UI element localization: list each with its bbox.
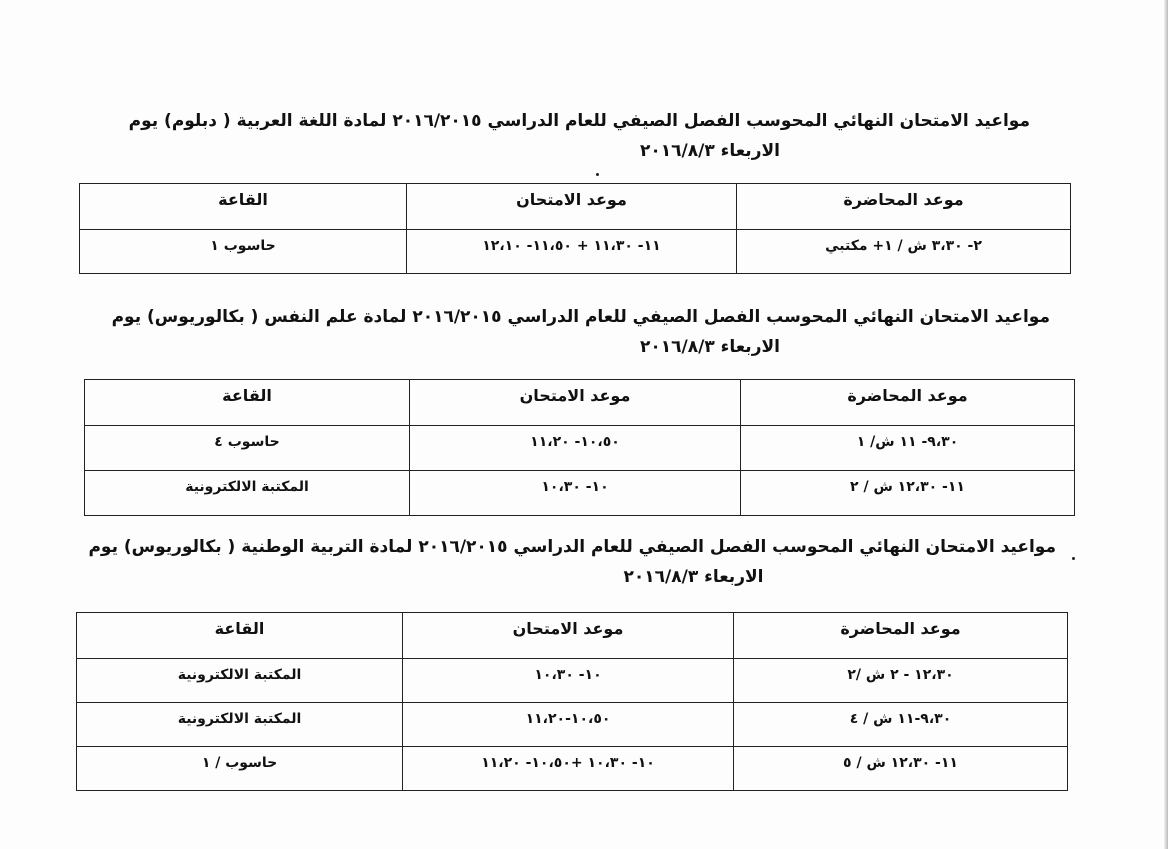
table-row — [85, 426, 1075, 471]
scan-speck — [596, 173, 599, 176]
table-row — [77, 659, 1068, 703]
lecture-time-cell: ٩،٣٠-١١ ش / ٤ — [734, 703, 1068, 747]
table-row — [77, 703, 1068, 747]
room-cell: المكتبة الالكترونية — [85, 471, 410, 516]
section-2-title — [110, 302, 1050, 362]
section-2-title-line1: مواعيد الامتحان النهائي المحوسب الفصل الصيفي للعام الدراسي ٢٠١٦/٢٠١٥ لمادة علم النفس ( بكالوريوس) يوم — [111, 307, 1050, 327]
lecture-time-cell: ٢- ٣،٣٠ ش / ١+ مكتبي — [737, 230, 1071, 274]
header-room: القاعة — [85, 380, 410, 426]
header-room: القاعة — [80, 184, 407, 230]
scan-edge-shadow — [1164, 0, 1168, 849]
header-lecture-time: موعد المحاضرة — [741, 380, 1075, 426]
table-row — [85, 471, 1075, 516]
lecture-time-cell: ١١- ١٢،٣٠ ش / ٢ — [741, 471, 1075, 516]
section-2-table — [84, 379, 1075, 516]
lecture-time-cell: ١٢،٣٠ - ٢ ش /٢ — [734, 659, 1068, 703]
header-lecture-time: موعد المحاضرة — [734, 613, 1068, 659]
lecture-time-cell: ٩،٣٠- ١١ ش/ ١ — [741, 426, 1075, 471]
section-1-table — [79, 183, 1071, 274]
header-exam-time: موعد الامتحان — [407, 184, 737, 230]
section-3-table — [76, 612, 1068, 791]
table-row — [80, 230, 1071, 274]
exam-time-cell: ١٠،٥٠-١١،٢٠ — [403, 703, 734, 747]
section-1-title-line1: مواعيد الامتحان النهائي المحوسب الفصل الصيفي للعام الدراسي ٢٠١٦/٢٠١٥ لمادة اللغة العربية ( دبلوم) يوم — [128, 111, 1030, 131]
room-cell: حاسوب ١ — [80, 230, 407, 274]
section-3-title-line1: مواعيد الامتحان النهائي المحوسب الفصل الصيفي للعام الدراسي ٢٠١٦/٢٠١٥ لمادة التربية الوطنية ( بكالوريوس) يوم — [88, 537, 1056, 557]
section-2-title-line2: الاربعاء ٢٠١٦/٨/٣ — [640, 337, 780, 357]
room-cell: حاسوب / ١ — [77, 747, 403, 791]
header-exam-time: موعد الامتحان — [403, 613, 734, 659]
section-3-title-line2: الاربعاء ٢٠١٦/٨/٣ — [623, 567, 764, 587]
room-cell: المكتبة الالكترونية — [77, 659, 403, 703]
header-exam-time: موعد الامتحان — [410, 380, 741, 426]
header-lecture-time: موعد المحاضرة — [737, 184, 1071, 230]
section-1-title — [130, 106, 1030, 166]
exam-time-cell: ١٠- ١٠،٣٠ — [403, 659, 734, 703]
exam-time-cell: ١٠- ١٠،٣٠ +١٠،٥٠- ١١،٢٠ — [403, 747, 734, 791]
exam-time-cell: ١١- ١١،٣٠ + ١١،٥٠- ١٢،١٠ — [407, 230, 737, 274]
lecture-time-cell: ١١- ١٢،٣٠ ش / ٥ — [734, 747, 1068, 791]
exam-time-cell: ١٠،٥٠- ١١،٢٠ — [410, 426, 741, 471]
scan-speck — [1072, 557, 1075, 560]
table-row — [77, 747, 1068, 791]
section-3-title — [71, 532, 1056, 592]
header-room: القاعة — [77, 613, 403, 659]
exam-time-cell: ١٠- ١٠،٣٠ — [410, 471, 741, 516]
room-cell: حاسوب ٤ — [85, 426, 410, 471]
section-1-title-line2: الاربعاء ٢٠١٦/٨/٣ — [640, 141, 780, 161]
room-cell: المكتبة الالكترونية — [77, 703, 403, 747]
